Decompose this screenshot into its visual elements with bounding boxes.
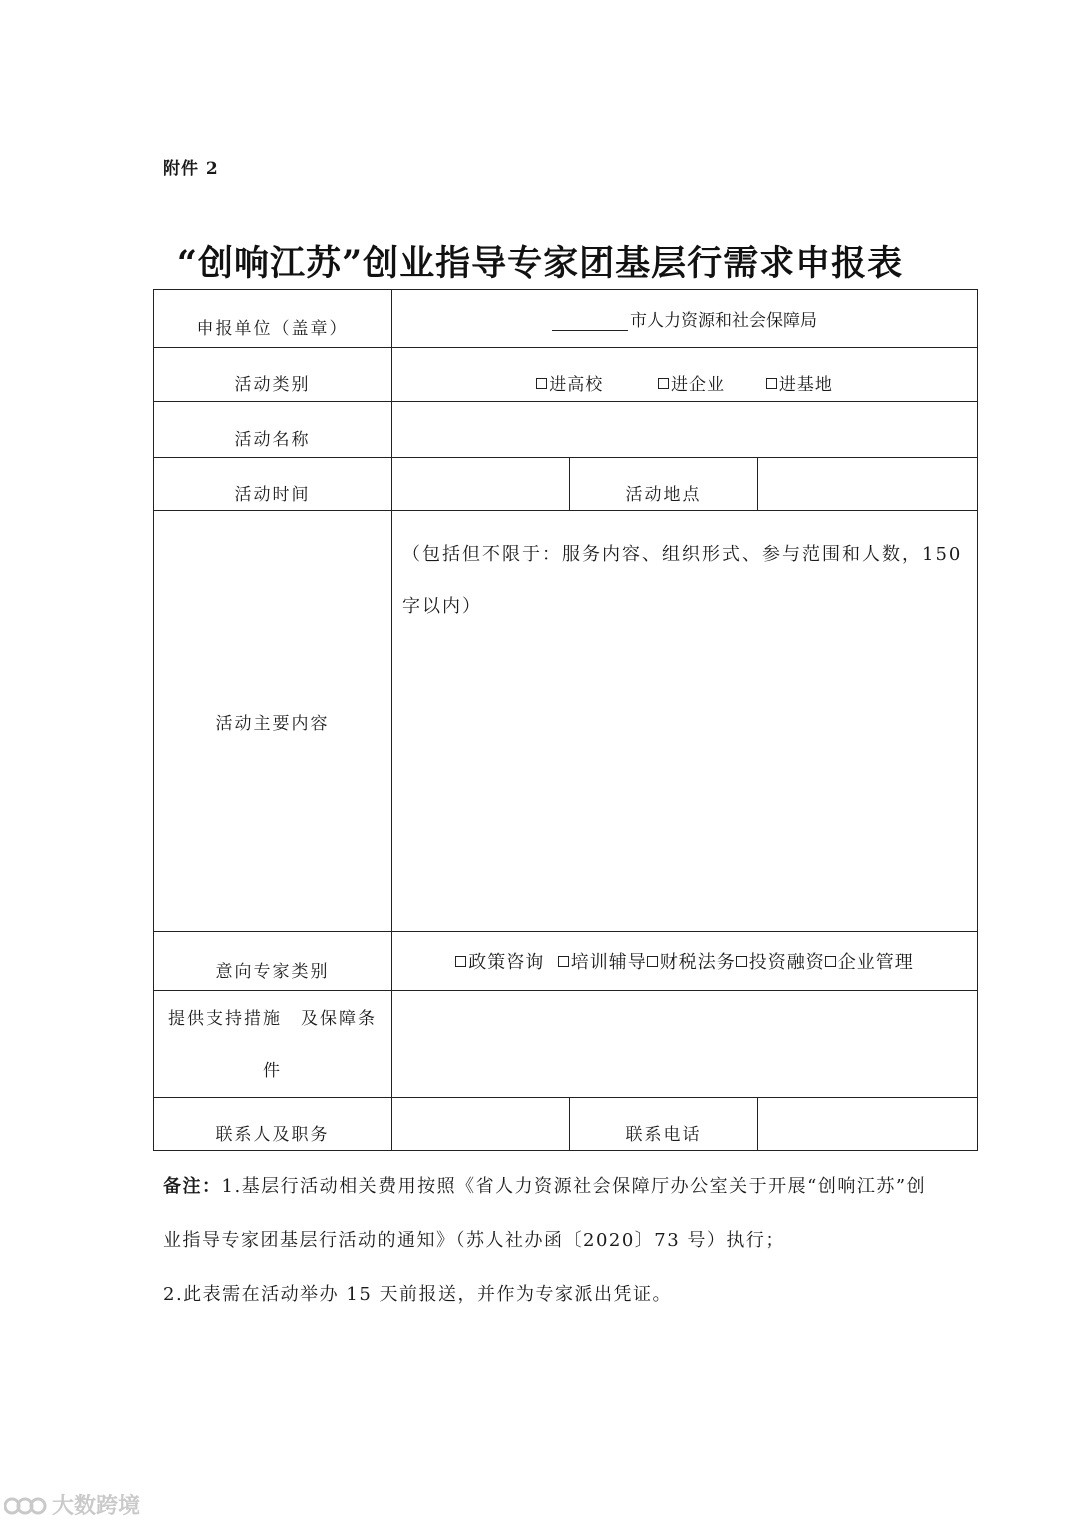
checkbox-icon[interactable] — [825, 956, 836, 967]
support-label: 提供支持措施 及保障条 件 — [168, 1009, 377, 1081]
expert-option-policy[interactable]: 政策咨询 — [455, 948, 544, 974]
form-title: “创响江苏”创业指导专家团基层行需求申报表 — [176, 243, 904, 284]
activity-time-label: 活动时间 — [234, 484, 311, 505]
checkbox-icon[interactable] — [536, 378, 547, 389]
phone-label-cell — [570, 1098, 758, 1151]
support-label-cell — [154, 991, 392, 1098]
activity-time-input-cell[interactable] — [392, 458, 570, 511]
expert-category-label: 意向专家类别 — [215, 961, 330, 982]
activity-place-label: 活动地点 — [625, 484, 702, 505]
checkbox-icon[interactable] — [558, 956, 569, 967]
unit-value-cell[interactable] — [392, 290, 978, 348]
row-content — [154, 511, 978, 932]
row-expert — [154, 932, 978, 991]
unit-label-cell — [154, 290, 392, 348]
expert-option-tax-legal[interactable]: 财税法务 — [647, 948, 736, 974]
support-input-cell[interactable] — [392, 991, 978, 1098]
unit-value: 市人力资源和社会保障局 — [630, 311, 818, 331]
contact-person-label: 联系人及职务 — [215, 1124, 330, 1145]
category-label: 活动类别 — [234, 375, 311, 395]
category-label-cell — [154, 348, 392, 402]
contact-label-cell — [154, 1098, 392, 1151]
contact-person-input-cell[interactable] — [392, 1098, 570, 1151]
watermark-logo-icon — [4, 1495, 48, 1517]
expert-options-cell — [392, 932, 978, 991]
time-label-cell — [154, 458, 392, 511]
notes-head: 备注： — [163, 1176, 222, 1197]
option-enterprise[interactable]: 进企业 — [658, 370, 725, 395]
note-2: 2.此表需在活动举办 15 天前报送，并作为专家派出凭证。 — [163, 1284, 673, 1305]
activity-name-label-cell — [154, 402, 392, 458]
row-unit — [154, 290, 978, 348]
option-university[interactable]: 进高校 — [536, 370, 603, 395]
notes-section — [163, 1160, 943, 1322]
contact-phone-input-cell[interactable] — [758, 1098, 978, 1151]
expert-option-management[interactable]: 企业管理 — [825, 948, 914, 974]
row-activity-name — [154, 402, 978, 458]
checkbox-icon[interactable] — [658, 378, 669, 389]
category-options-cell — [392, 348, 978, 402]
row-support — [154, 991, 978, 1098]
checkbox-icon[interactable] — [766, 378, 777, 389]
row-contact — [154, 1098, 978, 1151]
content-label-cell — [154, 511, 392, 932]
activity-content-label: 活动主要内容 — [215, 713, 330, 734]
attachment-label: 附件 2 — [163, 159, 219, 179]
option-base[interactable]: 进基地 — [766, 370, 833, 395]
activity-content-input-cell[interactable] — [392, 511, 978, 932]
unit-blank-line[interactable] — [552, 313, 628, 331]
row-category — [154, 348, 978, 402]
note-1: 1.基层行活动相关费用按照《省人力资源社会保障厅办公室关于开展“创响江苏”创业指导专家团基层行活动的通知》（苏人社办函〔2020〕73 号）执行； — [163, 1176, 927, 1251]
watermark-text: 大数跨境 — [52, 1494, 141, 1519]
activity-name-label: 活动名称 — [234, 430, 311, 450]
unit-label: 申报单位（盖章） — [196, 319, 349, 339]
contact-phone-label: 联系电话 — [625, 1124, 702, 1145]
expert-label-cell — [154, 932, 392, 991]
content-hint: （包括但不限于：服务内容、组织形式、参与范围和人数，150 字以内） — [402, 544, 963, 617]
place-label-cell — [570, 458, 758, 511]
activity-name-input-cell[interactable] — [392, 402, 978, 458]
activity-place-input-cell[interactable] — [758, 458, 978, 511]
checkbox-icon[interactable] — [736, 956, 747, 967]
checkbox-icon[interactable] — [455, 956, 466, 967]
expert-option-investment[interactable]: 投资融资 — [736, 948, 825, 974]
checkbox-icon[interactable] — [647, 956, 658, 967]
application-form-table — [153, 289, 978, 1151]
watermark — [4, 1489, 140, 1520]
row-time-place — [154, 458, 978, 511]
expert-option-training[interactable]: 培训辅导 — [558, 948, 647, 974]
